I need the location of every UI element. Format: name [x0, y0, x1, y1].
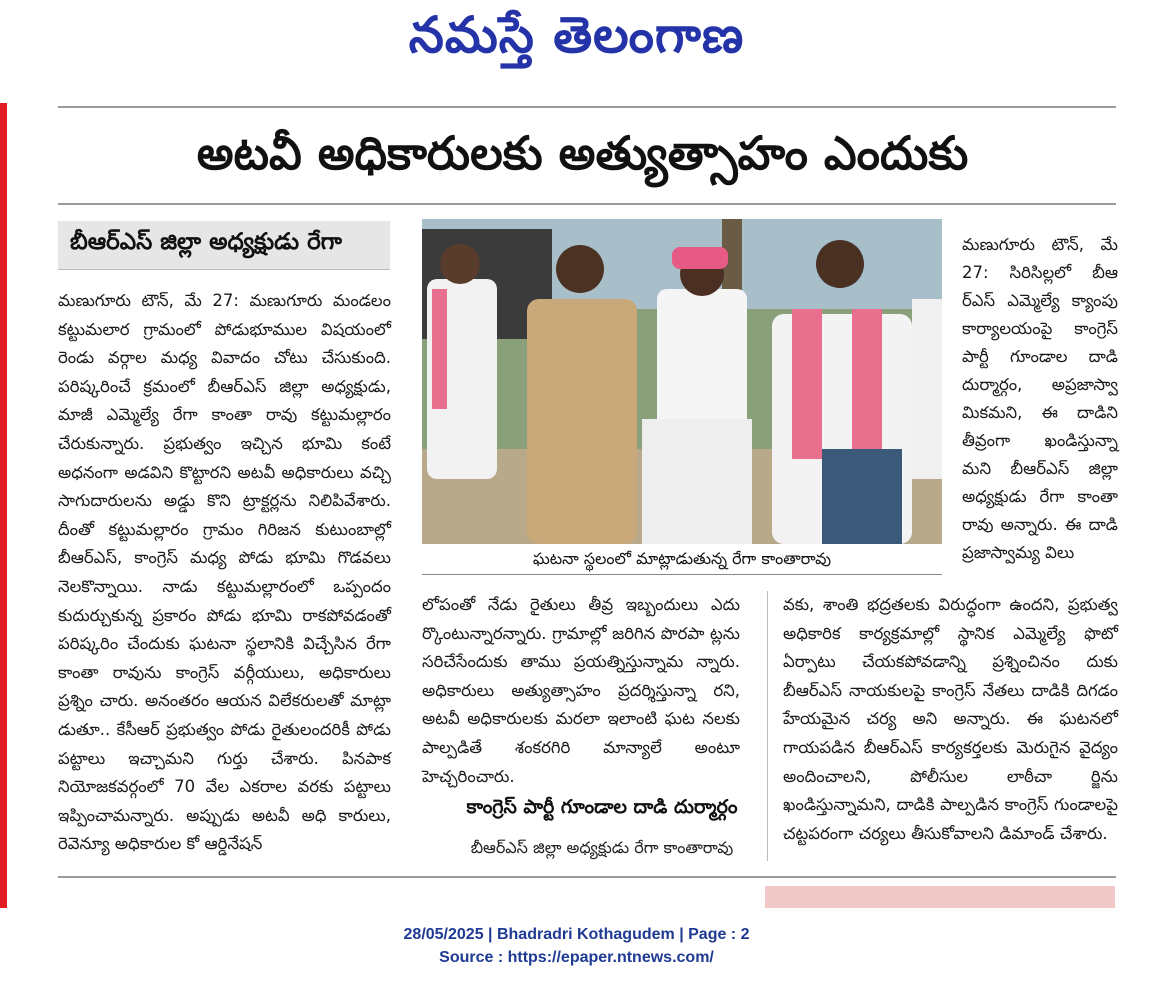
photo-caption: ఘటనా స్థలంలో మాట్లాడుతున్న రేగా కాంతారావు: [422, 544, 942, 575]
footer-source: Source : https://epaper.ntnews.com/: [439, 949, 714, 966]
pull-quote-heading: కాంగ్రెస్ పార్టీ గూండాల దాడి దుర్మార్గం: [466, 796, 738, 818]
article-column-left: మణుగూరు టౌన్, మే 27: మణుగూరు మండలం కట్టుమలార గ్రామంలో పోడుభూముల విషయంలో రెండు వర్గాల మధ్య వివాదం చోటు చేసుకుంది. పరిష్కరించే క్రమంలో బీఆర్ఎస్ జిల్లా అధ్యక్షుడు, మాజీ ఎమ్మెల్యే రేగా కాంతా రావు కట్టుమల్లారం చేరుకున్నారు. ప్రభుత్వం ఇచ్చిన భూమి కంటే అధనంగా అడవిని కొట్టారని అటవీ అధికారులు వచ్చి సాగుదారులను అడ్డు కొని ట్రాక్టర్లను నిలిపివేశారు. దీంతో కట్టుమల్లారం గ్రామం గిరిజన కుటుంబాల్లో బీఆర్ఎస్, కాంగ్రెస్ మధ్య పోడు భూమి గొడవలు నెలకొన్నాయి. నాడు కట్టుమల్లారంలో ఒప్పందం కుదుర్చుకున్న ప్రకారం పోడు భూమి రాకపోవడంతో పరిష్కరిం చేందుకు ఘటనా స్థలానికి విచ్చేసిన రేగా కాంతా రావును కాంగ్రెస్ వర్గీయులు, అధికారులు ప్రశ్నిం చారు. అనంతరం ఆయన విలేకరులతో మాట్లా డుతూ.. కేసీఆర్ ప్రభుత్వం పోడు రైతులందరికీ పోడు పట్టాలు ఇచ్చామని గుర్తు చేశారు. పినపాక నియోజకవర్గంలో 70 వేల ఎకరాల వరకు పట్టాలు ఇప్పించామన్నారు. అప్పుడు అటవీ అధి కారులు, రెవెన్యూ అధికారుల కో ఆర్డినేషన్: [58, 291, 391, 854]
pull-quote-subheading: బీఆర్ఎస్ జిల్లా అధ్యక్షుడు రేగా కాంతారావు: [470, 838, 734, 857]
masthead-logo: నమస్తే తెలంగాణ: [408, 6, 745, 64]
headline: అటవీ అధికారులకు అత్యుత్సాహం ఎందుకు: [196, 126, 969, 180]
news-photo-illustration: [422, 219, 942, 544]
news-photo: [422, 219, 942, 544]
page-footer: [0, 923, 1153, 969]
top-rule: [58, 106, 1116, 108]
footer-date-page: 28/05/2025 | Bhadradri Kothagudem | Page : 2: [403, 926, 750, 943]
article-column-middle: లోపంతో నేడు రైతులు తీవ్ర ఇబ్బందులు ఎదు ర్కొంటున్నారన్నారు. గ్రామాల్లో జరిగిన పొరపా ట్లను సరిచేసేందుకు తాము ప్రయత్నిస్తున్నామ న్నారు. అధికారులు అత్యుత్సాహం ప్రదర్శిస్తున్నా రని, అటవీ అధికారులకు మరలా ఇలాంటి ఘట నలకు పాల్పడితే శంకరగిరి మాన్యాలే అంటూ హెచ్చరించారు.: [422, 595, 740, 786]
next-article-cut: [58, 886, 738, 908]
subhead-box: [58, 221, 390, 270]
subhead: బీఆర్ఎస్ జిల్లా అధ్యక్షుడు రేగా: [70, 229, 342, 255]
advertisement-strip: [765, 886, 1115, 908]
bottom-rule: [58, 876, 1116, 878]
accent-bar: [0, 103, 7, 908]
article-column-right-top: మణుగూరు టౌన్, మే 27: సిరిసిల్లలో బీఆ ర్ఎస్ ఎమ్మెల్యే క్యాంపు కార్యాలయంపై కాంగ్రెస్ పార్టీ గూండాల దాడి దుర్మార్గం, అప్రజాస్వా మికమని, ఈ దాడిని తీవ్రంగా ఖండిస్తున్నా మని బీఆర్ఎస్ జిల్లా అధ్యక్షుడు రేగా కాంతా రావు అన్నారు. ఈ దాడి ప్రజాస్వామ్య విలు: [962, 235, 1118, 562]
article-column-right-bottom: వకు, శాంతి భద్రతలకు విరుద్ధంగా ఉందని, ప్రభుత్వ అధికారిక కార్యక్రమాల్లో స్థానిక ఎమ్మెల్యే ఫొటో ఏర్పాటు చేయకపోవడాన్ని ప్రశ్నించినం దుకు బీఆర్ఎస్ నాయకులపై కాంగ్రెస్ నేతలు దాడికి దిగడం హేయమైన చర్య అని అన్నారు. ఈ ఘటనలో గాయపడిన బీఆర్ఎస్ కార్యకర్తలకు మెరుగైన వైద్యం అందించాలని, పోలీసుల లాఠీచా ర్జిను ఖండిస్తున్నామని, దాడికి పాల్పడిన కాంగ్రెస్ గుండాలపై చట్టపరంగా చర్యలు తీసుకోవాలని డిమాండ్ చేశారు.: [783, 595, 1118, 843]
headline-rule: [58, 203, 1116, 205]
